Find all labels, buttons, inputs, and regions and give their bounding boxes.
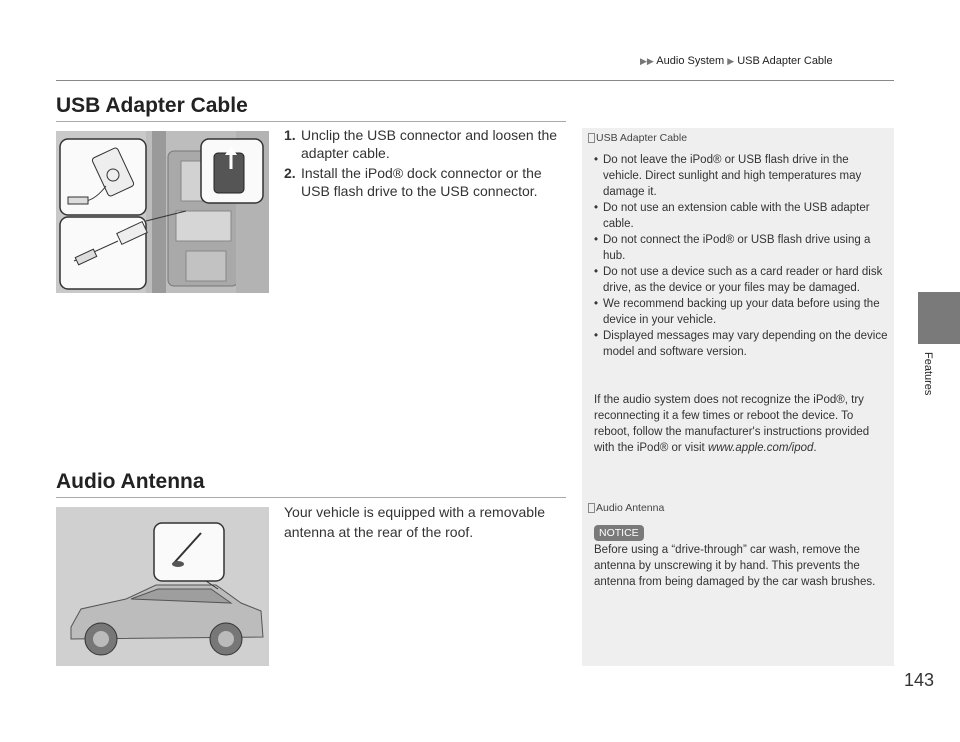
section-title-audio-antenna: Audio Antenna: [56, 470, 205, 493]
antenna-car-illustration: [56, 507, 269, 666]
usb-steps-list: [284, 126, 568, 202]
step-number: 1.: [284, 127, 296, 143]
bullet-icon: •: [594, 330, 599, 342]
list-item: [594, 328, 888, 360]
list-item: [594, 264, 888, 296]
breadcrumb-arrow-icon: ▶▶: [640, 56, 654, 66]
note-paragraph-end: .: [813, 442, 817, 454]
section-divider: [56, 497, 566, 498]
list-item: [594, 296, 888, 328]
note-title-text: USB Adapter Cable: [596, 132, 688, 144]
breadcrumb: [640, 55, 833, 67]
bullet-icon: •: [594, 298, 599, 310]
usb-recognition-note: [594, 392, 888, 456]
page-number: 143: [904, 670, 935, 690]
bullet-icon: •: [594, 202, 599, 214]
bullet-icon: •: [594, 234, 599, 246]
antenna-description: Your vehicle is equipped with a removable antenna at the rear of the roof.: [284, 504, 545, 540]
list-item-text: Displayed messages may vary depending on the device model and software version.: [603, 330, 888, 358]
list-item-text: We recommend backing up your data before using the device in your vehicle.: [603, 298, 880, 326]
step-item: [284, 164, 568, 200]
note-ref-icon: [588, 503, 595, 513]
usb-caution-list: [594, 152, 888, 360]
list-item: [594, 152, 888, 200]
list-item: [594, 200, 888, 232]
list-item-text: Do not leave the iPod® or USB flash drive in the vehicle. Direct sunlight and high temperatures may damage it.: [603, 154, 862, 198]
bullet-icon: •: [594, 154, 599, 166]
breadcrumb-arrow-icon: ▶: [727, 56, 735, 66]
list-item-text: Do not use an extension cable with the USB adapter cable.: [603, 202, 870, 230]
list-item-text: Do not use a device such as a card reader or hard disk drive, as the device or your files may be damaged.: [603, 266, 883, 294]
breadcrumb-item-usb-adapter-cable[interactable]: USB Adapter Cable: [737, 55, 833, 67]
chapter-label-text: Features: [922, 352, 934, 396]
breadcrumb-item-audio-system[interactable]: Audio System: [656, 55, 725, 67]
bullet-icon: •: [594, 266, 599, 278]
note-title-text: Audio Antenna: [596, 502, 665, 514]
list-item-text: Do not connect the iPod® or USB flash drive using a hub.: [603, 234, 871, 262]
note-ref-icon: [588, 133, 595, 143]
apple-ipod-link[interactable]: www.apple.com/ipod: [707, 442, 814, 454]
usb-connector-illustration: [56, 131, 269, 293]
antenna-notice-text: Before using a “drive-through” car wash, remove the antenna by unscrewing it by hand. This prevents the antenna from being damaged by the car wash brushes.: [594, 544, 876, 588]
chapter-tab-marker: [918, 292, 960, 344]
step-item: [284, 126, 568, 162]
header-divider: [56, 80, 894, 81]
note-title-usb: [588, 132, 687, 144]
note-paragraph-text: If the audio system does not recognize the iPod®, try reconnecting it a few times or reboot the device. To reboot, follow the manufacturer's instructions provided with the iPod® or visit: [594, 394, 870, 454]
car-drawing: [56, 507, 269, 666]
step-number: 2.: [284, 165, 296, 181]
section-title-usb-adapter-cable: USB Adapter Cable: [56, 94, 248, 117]
chapter-label: [920, 352, 936, 412]
step-text: Unclip the USB connector and loosen the adapter cable.: [301, 127, 558, 161]
notes-sidebar: [582, 128, 894, 666]
notice-badge: NOTICE: [594, 525, 644, 541]
step-text: Install the iPod® dock connector or the USB flash drive to the USB connector.: [301, 165, 542, 199]
list-item: [594, 232, 888, 264]
usb-console-drawing: [56, 131, 269, 293]
section-divider: [56, 121, 566, 122]
note-title-antenna: [588, 502, 664, 514]
